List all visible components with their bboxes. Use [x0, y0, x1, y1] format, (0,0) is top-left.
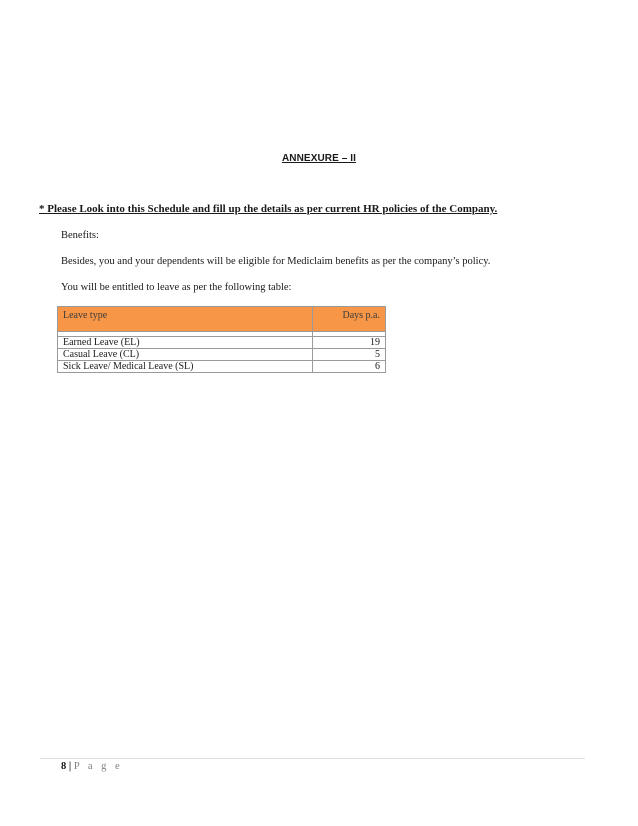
leave-intro-paragraph: You will be entitled to leave as per the following table:: [61, 282, 292, 293]
table-row: [58, 337, 386, 349]
page-number: 8: [61, 761, 67, 772]
footer-separator: |: [68, 761, 72, 772]
leave-type-header: Leave type: [58, 307, 313, 332]
mediclaim-paragraph: Besides, you and your dependents will be eligible for Mediclaim benefits as per the company’s policy.: [61, 256, 491, 267]
table-row: [58, 361, 386, 373]
days-cell: 6: [313, 361, 386, 373]
leave-type-cell: Sick Leave/ Medical Leave (SL): [58, 361, 313, 373]
footer-divider: [40, 758, 585, 759]
page-word: P a g e: [73, 761, 123, 772]
leave-type-cell: Earned Leave (EL): [58, 337, 313, 349]
annexure-title: ANNEXURE – II: [281, 153, 357, 164]
leave-type-cell: Casual Leave (CL): [58, 349, 313, 361]
days-header: Days p.a.: [313, 307, 386, 332]
days-cell: 5: [313, 349, 386, 361]
leave-table-header-row: [58, 307, 386, 332]
days-cell: 19: [313, 337, 386, 349]
leave-table: [57, 306, 386, 373]
benefits-label: Benefits:: [61, 230, 99, 241]
schedule-notice: * Please Look into this Schedule and fill up the details as per current HR policies of the Company.: [39, 203, 498, 215]
page-footer: [61, 761, 123, 772]
table-row: [58, 349, 386, 361]
